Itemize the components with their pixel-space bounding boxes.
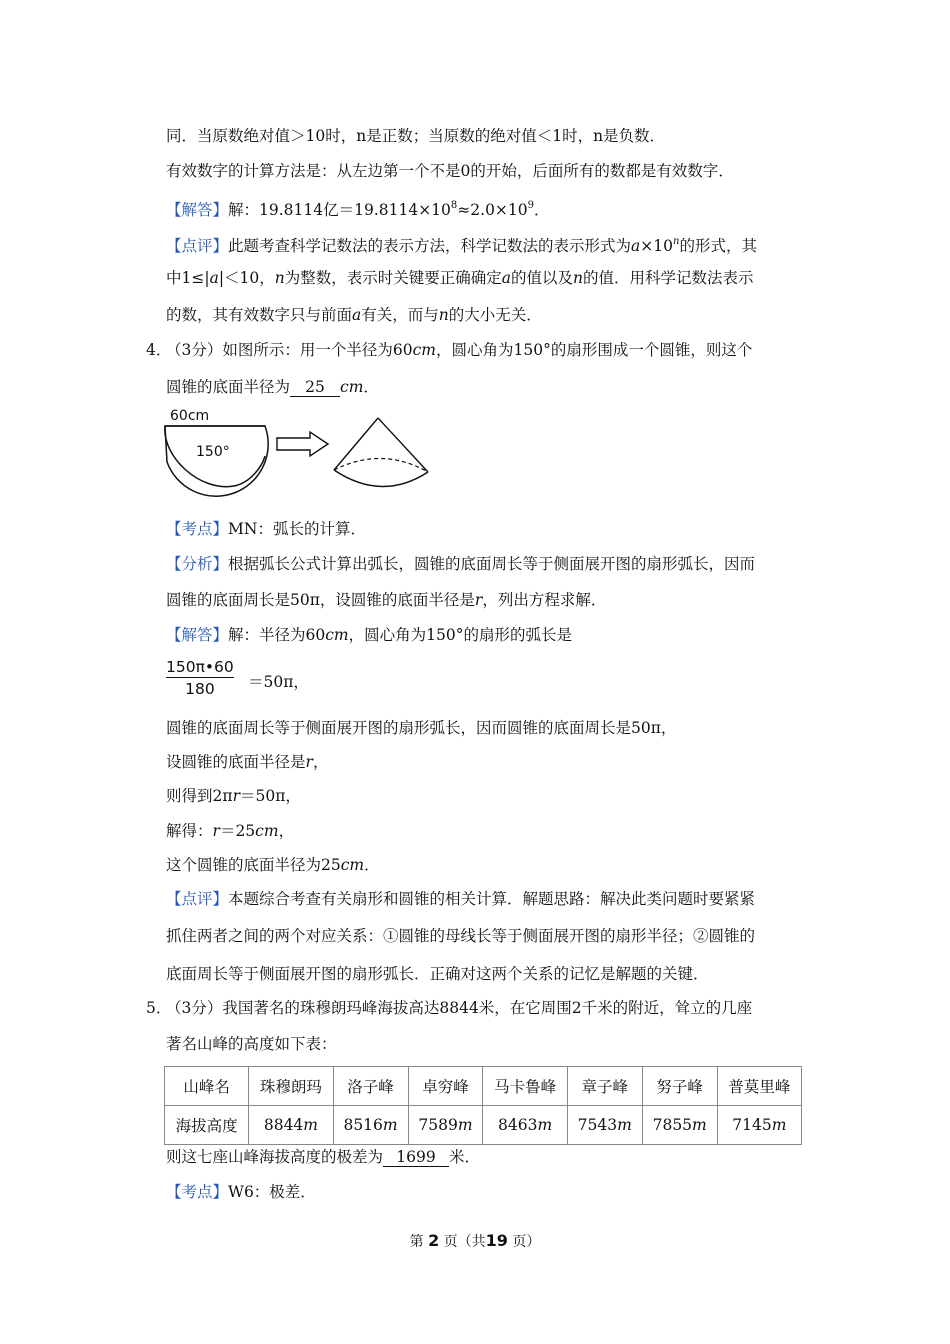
text: 的值以及 (511, 269, 574, 287)
table-header-cell: 努子峰 (642, 1067, 717, 1106)
table-cell (717, 1106, 801, 1145)
label-fenxi: 【分析】 (166, 555, 229, 573)
fraction (166, 658, 234, 698)
text: 圆锥的底面周长是50π，设圆锥的底面半径是 (166, 591, 475, 609)
var: a (631, 237, 641, 255)
text-line (248, 672, 309, 692)
var: n (438, 306, 449, 324)
table-row (165, 1067, 802, 1106)
question-text (166, 377, 379, 397)
text-line (166, 268, 754, 288)
table-header-cell: 马卡鲁峰 (483, 1067, 567, 1106)
comment-line (166, 889, 755, 909)
exponent: n (673, 236, 680, 247)
table-header-cell: 山峰名 (165, 1067, 249, 1106)
text: 中1≤| (166, 269, 210, 287)
table-cell (408, 1106, 483, 1145)
text: 抓住两者之间的两个对应关系：①圆锥的母线长等于侧面展开图的扇形半径；②圆锥的 (166, 927, 756, 945)
arrow-icon (277, 432, 328, 456)
table-header-cell: 洛子峰 (333, 1067, 408, 1106)
text: 圆锥的底面周长等于侧面展开图的扇形弧长，因而圆锥的底面周长是50π， (166, 719, 677, 737)
text: 解：半径为60 (228, 626, 326, 644)
text: 解：19.8114亿＝19.8114×10 (228, 201, 451, 219)
text: ． (534, 201, 550, 219)
text: ，列出方程求解． (482, 591, 607, 609)
var: r (305, 753, 313, 771)
var: r (474, 591, 483, 609)
value: 7145 (732, 1116, 772, 1134)
exponent: 8 (450, 200, 458, 211)
table-cell (642, 1106, 717, 1145)
comment-line (166, 232, 757, 256)
value: 7855 (652, 1116, 693, 1134)
value: 8844 (263, 1116, 304, 1134)
text: 底面周长等于侧面展开图的扇形弧长．正确对这两个关系的记忆是解题的关键． (166, 965, 709, 983)
text: 根据弧长公式计算出弧长，圆锥的底面周长等于侧面展开图的扇形弧长，因而 (228, 555, 756, 573)
text: 为整数，表示时关键要正确确定 (284, 269, 502, 287)
text-line (166, 161, 734, 181)
question-text (166, 1147, 480, 1167)
text: 解得： (166, 822, 213, 840)
unit: m (457, 1116, 473, 1134)
table-header-cell: 普莫里峰 (717, 1067, 801, 1106)
label-jieda: 【解答】 (166, 201, 229, 219)
cone-base-front (334, 470, 428, 487)
text-line (166, 305, 542, 325)
value: 7543 (577, 1116, 618, 1134)
table-header-cell: 章子峰 (567, 1067, 642, 1106)
table-row (165, 1106, 802, 1145)
table-row-label: 海拔高度 (165, 1106, 249, 1145)
answer-line (166, 625, 572, 645)
text: 设圆锥的底面半径是 (166, 753, 306, 771)
label-dianping: 【点评】 (166, 237, 229, 255)
unit: m (537, 1116, 553, 1134)
text: ＝25 (219, 822, 256, 840)
text: 有效数字的计算方法是：从左边第一个不是0的开始，后面所有的数都是有效数字． (166, 162, 734, 180)
question-number: 5． (146, 999, 172, 1017)
text: 本题综合考查有关扇形和圆锥的相关计算．解题思路：解决此类问题时要紧紧 (228, 890, 756, 908)
label-kaodian: 【考点】 (166, 520, 229, 538)
unit: cm (340, 378, 364, 396)
text: ＝50π， (248, 673, 309, 691)
unit: cm (412, 341, 436, 359)
label-kaodian: 【考点】 (166, 1183, 229, 1201)
text: MN：弧长的计算． (228, 520, 366, 538)
question-text (166, 1034, 337, 1054)
text: 著名山峰的高度如下表： (166, 1035, 337, 1053)
sector-cone-figure (160, 402, 440, 497)
fraction-numerator: 150π•60 (166, 658, 234, 676)
value: 8463 (498, 1116, 538, 1134)
text-line (166, 821, 294, 841)
var: r (212, 822, 220, 840)
unit: m (692, 1116, 707, 1134)
footer-text: 页） (512, 1234, 541, 1250)
angle-label: 150° (196, 444, 230, 460)
text-line (166, 926, 755, 946)
footer-text: 第 (409, 1234, 424, 1250)
table-header-cell: 卓穷峰 (408, 1067, 483, 1106)
text-line (166, 855, 380, 875)
text: （3分）如图所示：用一个半径为60 (166, 341, 413, 359)
text-line (166, 590, 606, 610)
text: 则得到2π (166, 787, 233, 805)
text-line (166, 964, 709, 984)
unit: cm (340, 856, 365, 874)
cone-base-back (334, 458, 428, 472)
text: 的大小无关． (448, 306, 542, 324)
unit: m (771, 1116, 787, 1134)
answer-line (166, 196, 550, 220)
text: ， (278, 822, 295, 840)
var: n (274, 269, 285, 287)
unit: m (303, 1116, 318, 1134)
unit: m (617, 1116, 632, 1134)
text: 则这七座山峰海拔高度的极差为 (166, 1148, 384, 1166)
kaodian-line (166, 519, 366, 539)
text: W6：极差． (228, 1183, 316, 1201)
text: ，圆心角为150°的扇形围成一个圆锥，则这个 (435, 341, 753, 359)
text: 有关，而与 (361, 306, 439, 324)
value: 7589 (418, 1116, 458, 1134)
label-dianping: 【点评】 (166, 890, 229, 908)
peaks-table (164, 1066, 802, 1145)
fenxi-line (166, 554, 755, 574)
text: ， (312, 753, 329, 771)
label-jieda: 【解答】 (166, 626, 229, 644)
text: （3分）我国著名的珠穆朗玛峰海拔高达8844米，在它周围2千米的附近，耸立的几座 (166, 999, 753, 1017)
text: ≈2.0×10 (457, 201, 528, 219)
footer-text: 页（共 (443, 1234, 486, 1250)
text: 米． (449, 1148, 481, 1166)
text: 这个圆锥的底面半径为25 (166, 856, 341, 874)
var: a (501, 269, 512, 287)
exponent: 9 (527, 200, 535, 211)
radius-label: 60cm (170, 408, 210, 424)
answer-blank: 1699 (383, 1149, 449, 1167)
text: ＝50π， (239, 787, 301, 805)
table-cell (249, 1106, 333, 1145)
text: 此题考查科学记数法的表示方法，科学记数法的表示形式为 (228, 237, 632, 255)
text: 圆锥的底面半径为 (166, 378, 291, 396)
answer-blank: 25 (290, 379, 340, 397)
unit: m (382, 1116, 398, 1134)
table-header-cell: 珠穆朗玛 (249, 1067, 333, 1106)
text: ． (364, 856, 380, 874)
text-line (166, 718, 676, 738)
unit: cm (255, 822, 279, 840)
text: |＜10， (218, 269, 275, 287)
table-cell (483, 1106, 567, 1145)
question-text (166, 340, 752, 360)
page-total: 19 (485, 1231, 508, 1250)
value: 8516 (343, 1116, 383, 1134)
text: ，圆心角为150°的扇形的弧长是 (348, 626, 572, 644)
var: a (352, 306, 362, 324)
var: n (573, 269, 584, 287)
text: 的形式，其 (679, 237, 757, 255)
table-cell (333, 1106, 408, 1145)
kaodian-line (166, 1182, 316, 1202)
unit: cm (325, 626, 349, 644)
var: r (232, 787, 240, 805)
text-line (166, 752, 328, 772)
text-line (166, 786, 301, 806)
page-footer (0, 1231, 950, 1251)
text: ． (363, 378, 379, 396)
text-line (166, 126, 665, 146)
fraction-denominator: 180 (185, 680, 215, 698)
text: 的值．用科学记数法表示 (583, 269, 754, 287)
question-number: 4． (146, 341, 172, 359)
page-number: 2 (428, 1231, 440, 1250)
text: 同．当原数绝对值＞10时，n是正数；当原数的绝对值＜1时，n是负数． (166, 127, 666, 145)
table-cell (567, 1106, 642, 1145)
text: ×10 (640, 237, 673, 255)
var: a (209, 269, 219, 287)
question-text (166, 998, 752, 1018)
text: 的数，其有效数字只与前面 (166, 306, 353, 324)
